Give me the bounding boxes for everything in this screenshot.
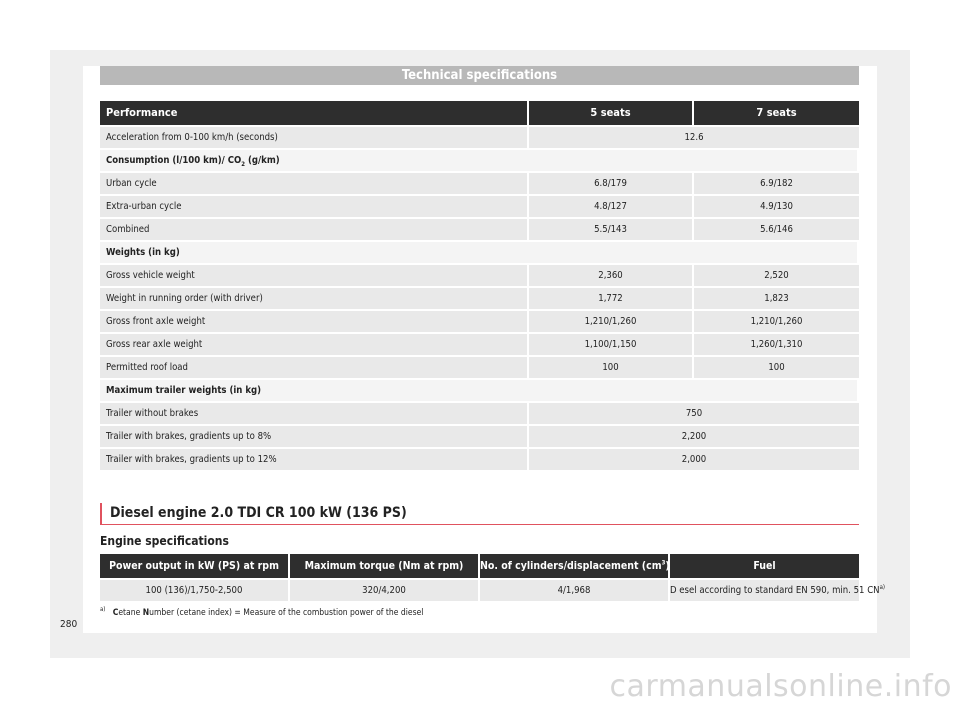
- row-label: Combined: [100, 219, 527, 240]
- col-performance: Performance: [100, 101, 527, 125]
- engine-subtitle: Engine specifications: [100, 534, 229, 548]
- table-row: [100, 334, 859, 355]
- engine-table-row: [100, 578, 885, 601]
- row-value-7-seats: 100: [694, 357, 859, 378]
- cell-cylinders: 4/1,968: [480, 580, 668, 601]
- section-label: Weights (in kg): [100, 242, 857, 263]
- row-value: 2,200: [529, 426, 859, 447]
- row-value-5-seats: 1,772: [529, 288, 692, 309]
- row-value-7-seats: 2,520: [694, 265, 859, 286]
- col-fuel: Fuel: [670, 554, 859, 578]
- col-7-seats: 7 seats: [694, 101, 859, 125]
- row-label: Gross vehicle weight: [100, 265, 527, 286]
- section-header: Technical specifications: [100, 66, 859, 85]
- row-value-5-seats: 6.8/179: [529, 173, 692, 194]
- col-5-seats: 5 seats: [529, 101, 692, 125]
- row-label: Gross rear axle weight: [100, 334, 527, 355]
- row-value-7-seats: 1,260/1,310: [694, 334, 859, 355]
- row-value-7-seats: 1,823: [694, 288, 859, 309]
- table-row: [100, 196, 859, 217]
- row-value-5-seats: 2,360: [529, 265, 692, 286]
- col-power: Power output in kW (PS) at rpm: [100, 554, 288, 578]
- table-row: [100, 288, 859, 309]
- spec-table: [100, 101, 859, 472]
- table-row: [100, 357, 859, 378]
- cell-torque: 320/4,200: [290, 580, 478, 601]
- row-label: Trailer with brakes, gradients up to 12%: [100, 449, 527, 470]
- table-row: [100, 219, 859, 240]
- row-value-5-seats: 4.8/127: [529, 196, 692, 217]
- engine-table: [100, 554, 885, 601]
- row-label: Trailer without brakes: [100, 403, 527, 424]
- row-value-5-seats: 1,100/1,150: [529, 334, 692, 355]
- row-label: Gross front axle weight: [100, 311, 527, 332]
- row-value-7-seats: 5.6/146: [694, 219, 859, 240]
- row-value-7-seats: 4.9/130: [694, 196, 859, 217]
- page-number: 280: [60, 619, 78, 630]
- table-row: [100, 449, 859, 470]
- section-label: Consumption (l/100 km)/ $CO_2$ (g/km): [100, 150, 857, 171]
- row-value-5-seats: 1,210/1,260: [529, 311, 692, 332]
- col-cylinders: No. of cylinders/displacement $(cm^3)$: [480, 554, 668, 578]
- table-row: [100, 426, 859, 447]
- cell-fuel: D esel according to standard EN 590, min. 51 CN$^{a)}$: [670, 580, 859, 601]
- footnote: $^{a)}$ Cetane Number (cetane index) = Measure of the combustion power of the diesel: [100, 606, 424, 618]
- row-value-5-seats: 5.5/143: [529, 219, 692, 240]
- row-value-7-seats: 6.9/182: [694, 173, 859, 194]
- cell-power: 100 (136)/1,750-2,500: [100, 580, 288, 601]
- table-row: [100, 265, 859, 286]
- row-label: Urban cycle: [100, 173, 527, 194]
- table-section-row: [100, 380, 859, 401]
- row-value: 12.6: [529, 127, 859, 148]
- section-label: Maximum trailer weights (in kg): [100, 380, 857, 401]
- engine-title: Diesel engine 2.0 TDI CR 100 kW (136 PS): [100, 503, 859, 525]
- row-label: Trailer with brakes, gradients up to 8%: [100, 426, 527, 447]
- row-label: Weight in running order (with driver): [100, 288, 527, 309]
- col-torque: Maximum torque (Nm at rpm): [290, 554, 478, 578]
- table-section-row: [100, 150, 859, 171]
- row-value-5-seats: 100: [529, 357, 692, 378]
- row-label: Acceleration from 0-100 km/h (seconds): [100, 127, 527, 148]
- engine-table-header: [100, 554, 859, 578]
- table-row: [100, 403, 859, 424]
- row-value: 2,000: [529, 449, 859, 470]
- row-label: Extra-urban cycle: [100, 196, 527, 217]
- table-row: [100, 127, 859, 148]
- row-value-7-seats: 1,210/1,260: [694, 311, 859, 332]
- row-label: Permitted roof load: [100, 357, 527, 378]
- table-section-row: [100, 242, 859, 263]
- watermark: carmanualsonline.info: [609, 669, 952, 704]
- table-row: [100, 173, 859, 194]
- row-value: 750: [529, 403, 859, 424]
- table-row: [100, 311, 859, 332]
- spec-table-header: [100, 101, 859, 125]
